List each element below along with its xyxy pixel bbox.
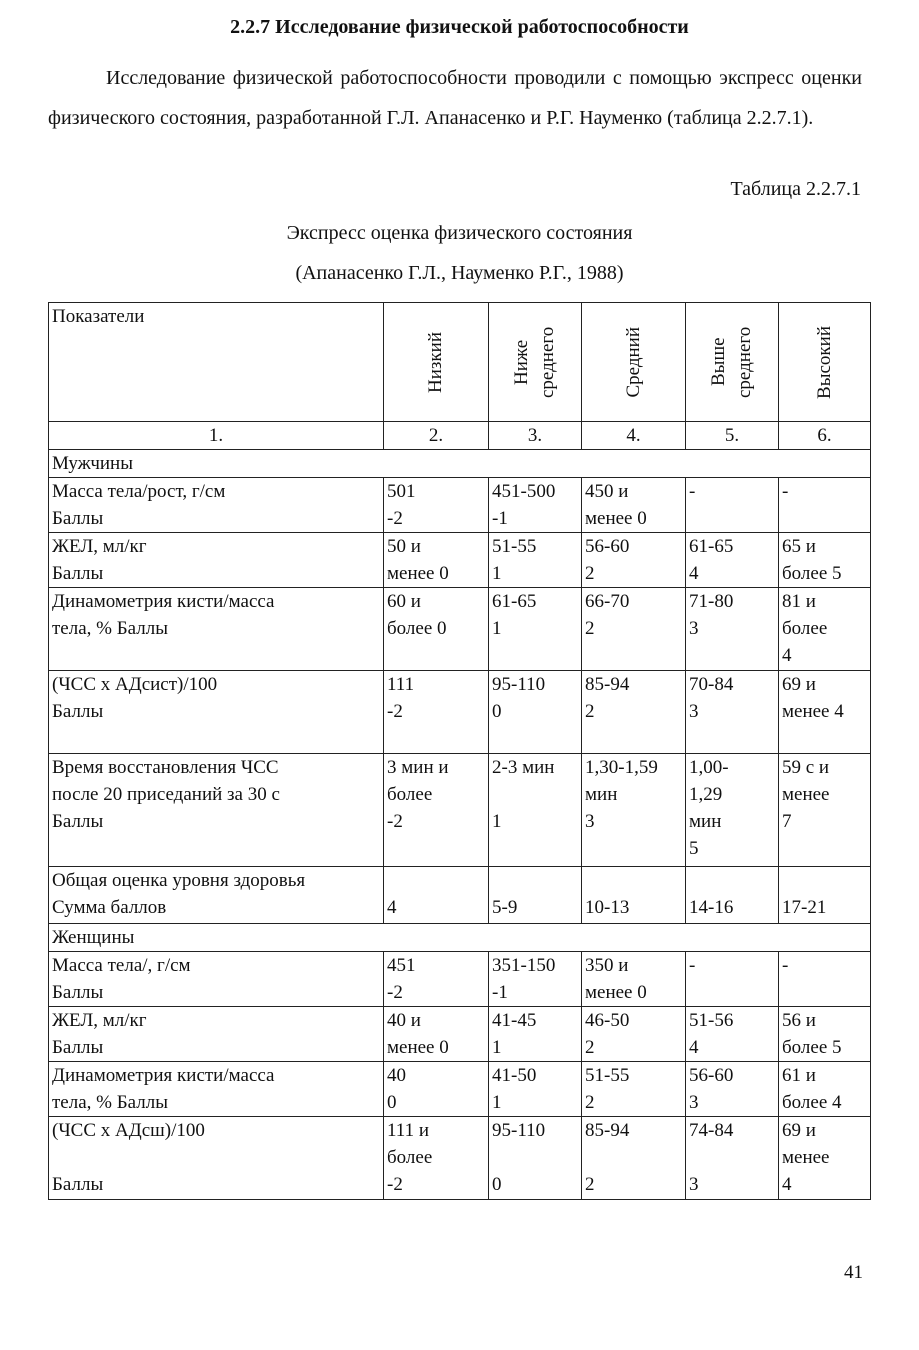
value-cell: 351-150 -1 bbox=[489, 952, 582, 1007]
value-cell: 66-70 2 bbox=[582, 588, 686, 671]
value-cell: 4 bbox=[384, 867, 489, 924]
table-caption-title: Экспресс оценка физического состояния bbox=[286, 222, 633, 244]
value-cell: 41-45 1 bbox=[489, 1007, 582, 1062]
value-cell: 70-84 3 bbox=[686, 671, 779, 754]
indicator-cell: Динамометрия кисти/масса тела, % Баллы bbox=[49, 1062, 384, 1117]
header-low: Низкий bbox=[384, 303, 489, 422]
intro-paragraph: Исследование физической работоспособности проводили с помощью экспресс оценки физического состояния, разработанной Г.Л. Апанасенко и Р.Г. Науменко (таблица 2.2.7.1). bbox=[48, 67, 862, 129]
page-number: 41 bbox=[844, 1262, 863, 1283]
value-cell: 111 и более -2 bbox=[384, 1117, 489, 1200]
value-cell: 451 -2 bbox=[384, 952, 489, 1007]
value-cell: - bbox=[686, 952, 779, 1007]
header-indicators: Показатели bbox=[49, 303, 384, 422]
value-cell: 74-84 3 bbox=[686, 1117, 779, 1200]
table-caption-source: (Апанасенко Г.Л., Науменко Р.Г., 1988) bbox=[295, 262, 624, 284]
section-heading: 2.2.7 Исследование физической работоспособности bbox=[230, 16, 689, 38]
value-cell: - bbox=[779, 952, 871, 1007]
value-cell: 59 с и менее 7 bbox=[779, 754, 871, 867]
value-cell: 41-50 1 bbox=[489, 1062, 582, 1117]
value-cell: 56-60 3 bbox=[686, 1062, 779, 1117]
value-cell: 51-56 4 bbox=[686, 1007, 779, 1062]
table-row bbox=[49, 1007, 871, 1062]
header-average: Средний bbox=[582, 303, 686, 422]
table-row bbox=[49, 1117, 871, 1200]
indicator-cell: (ЧСС х АДсист)/100 Баллы bbox=[49, 671, 384, 754]
indicator-cell: Общая оценка уровня здоровья Сумма баллов bbox=[49, 867, 384, 924]
table-number: Таблица 2.2.7.1 bbox=[730, 178, 861, 200]
value-cell: 61-65 1 bbox=[489, 588, 582, 671]
value-cell: - bbox=[779, 478, 871, 533]
header-high: Высокий bbox=[779, 303, 871, 422]
value-cell: 71-80 3 bbox=[686, 588, 779, 671]
column-number: 5. bbox=[686, 422, 779, 450]
table-row bbox=[49, 1062, 871, 1117]
value-cell: 3 мин и более -2 bbox=[384, 754, 489, 867]
table-row bbox=[49, 588, 871, 671]
value-cell: 56 и более 5 bbox=[779, 1007, 871, 1062]
column-number: 2. bbox=[384, 422, 489, 450]
indicator-cell: ЖЕЛ, мл/кг Баллы bbox=[49, 533, 384, 588]
value-cell: 60 и более 0 bbox=[384, 588, 489, 671]
table-row bbox=[49, 478, 871, 533]
column-number: 3. bbox=[489, 422, 582, 450]
value-cell: 451-500 -1 bbox=[489, 478, 582, 533]
value-cell: 61 и более 4 bbox=[779, 1062, 871, 1117]
value-cell: 95-110 0 bbox=[489, 1117, 582, 1200]
header-below-average: Ниже среднего bbox=[489, 303, 582, 422]
value-cell: - bbox=[686, 478, 779, 533]
women-section-label: Женщины bbox=[49, 924, 871, 952]
column-number: 6. bbox=[779, 422, 871, 450]
value-cell: 69 и менее 4 bbox=[779, 671, 871, 754]
table-row bbox=[49, 671, 871, 754]
value-cell: 1,30-1,59 мин 3 bbox=[582, 754, 686, 867]
column-number: 1. bbox=[49, 422, 384, 450]
value-cell: 40 0 bbox=[384, 1062, 489, 1117]
indicator-cell: Масса тела/рост, г/см Баллы bbox=[49, 478, 384, 533]
indicator-cell: ЖЕЛ, мл/кг Баллы bbox=[49, 1007, 384, 1062]
value-cell: 1,00- 1,29 мин 5 bbox=[686, 754, 779, 867]
column-number: 4. bbox=[582, 422, 686, 450]
indicator-cell: Динамометрия кисти/масса тела, % Баллы bbox=[49, 588, 384, 671]
value-cell: 69 и менее 4 bbox=[779, 1117, 871, 1200]
value-cell: 501 -2 bbox=[384, 478, 489, 533]
value-cell: 2-3 мин 1 bbox=[489, 754, 582, 867]
value-cell: 5-9 bbox=[489, 867, 582, 924]
indicator-cell: (ЧСС х АДсш)/100 Баллы bbox=[49, 1117, 384, 1200]
indicator-cell: Масса тела/, г/см Баллы bbox=[49, 952, 384, 1007]
value-cell: 51-55 2 bbox=[582, 1062, 686, 1117]
table-row bbox=[49, 533, 871, 588]
value-cell: 85-94 2 bbox=[582, 1117, 686, 1200]
men-section-row bbox=[49, 450, 871, 478]
value-cell: 85-94 2 bbox=[582, 671, 686, 754]
value-cell: 51-55 1 bbox=[489, 533, 582, 588]
value-cell: 17-21 bbox=[779, 867, 871, 924]
header-above-average: Выше среднего bbox=[686, 303, 779, 422]
value-cell: 350 и менее 0 bbox=[582, 952, 686, 1007]
table-row bbox=[49, 754, 871, 867]
column-number-row bbox=[49, 422, 871, 450]
value-cell: 450 и менее 0 bbox=[582, 478, 686, 533]
value-cell: 61-65 4 bbox=[686, 533, 779, 588]
men-section-label: Мужчины bbox=[49, 450, 871, 478]
indicator-cell: Время восстановления ЧСС после 20 приседаний за 30 с Баллы bbox=[49, 754, 384, 867]
table-header-row bbox=[49, 303, 871, 422]
value-cell: 65 и более 5 bbox=[779, 533, 871, 588]
value-cell: 56-60 2 bbox=[582, 533, 686, 588]
women-section-row bbox=[49, 924, 871, 952]
table-row bbox=[49, 952, 871, 1007]
value-cell: 46-50 2 bbox=[582, 1007, 686, 1062]
value-cell: 95-110 0 bbox=[489, 671, 582, 754]
value-cell: 14-16 bbox=[686, 867, 779, 924]
value-cell: 111 -2 bbox=[384, 671, 489, 754]
value-cell: 50 и менее 0 bbox=[384, 533, 489, 588]
physical-state-table bbox=[48, 302, 871, 1200]
value-cell: 40 и менее 0 bbox=[384, 1007, 489, 1062]
table-row bbox=[49, 867, 871, 924]
value-cell: 10-13 bbox=[582, 867, 686, 924]
value-cell: 81 и более 4 bbox=[779, 588, 871, 671]
